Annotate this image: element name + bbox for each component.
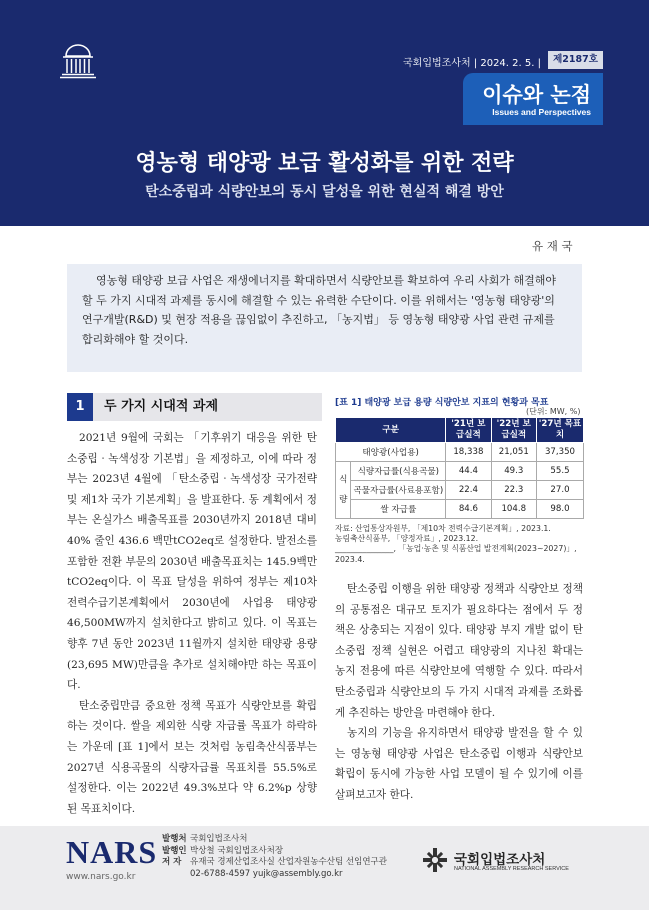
- publisher-date-line: 국회입법조사처 | 2024. 2. 5. |: [403, 58, 541, 69]
- header-banner: [0, 0, 649, 226]
- table-cell: 21,051: [491, 443, 536, 462]
- table-cell: 22.3: [491, 481, 536, 500]
- imprint: [162, 834, 387, 880]
- source-line: _______________, 「농업·농촌 및 식품산업 발전계획(2023~2027)」,: [335, 544, 577, 554]
- report-title: 영농형 태양광 보급 활성화를 위한 전략: [135, 151, 514, 176]
- source-line: 농림축산식품부, 「양정자료」, 2023.12.: [335, 534, 479, 544]
- org-name: 국회입법조사처: [454, 852, 546, 868]
- imprint-value: 02-6788-4597 yujk@assembly.go.kr: [190, 868, 343, 879]
- table-header-cell: '27년 목표치: [536, 418, 583, 443]
- national-assembly-building-icon: [60, 40, 96, 84]
- table-cell: 37,350: [536, 443, 583, 462]
- issue-number-badge: 제2187호: [548, 51, 603, 69]
- indicator-table: [335, 417, 584, 519]
- imprint-key: 저 자: [162, 857, 182, 867]
- body-paragraph: 농지의 기능을 유지하면서 태양광 발전을 할 수 있는 영농형 태양광 사업은 탄소중립 이행과 식량안보 확립이 동시에 가능한 사업 모델이 될 수 있기에 이를 살펴보고자 한다.: [335, 727, 583, 801]
- imprint-line: [162, 869, 387, 881]
- table-row: [336, 500, 584, 519]
- report-subtitle: 탄소중립과 식량안보의 동시 달성을 위한 현실적 해결 방안: [145, 184, 504, 200]
- table-header-row: [336, 418, 584, 443]
- table-header-cell: 구분: [336, 418, 446, 443]
- section-title: 두 가지 시대적 과제: [104, 399, 219, 414]
- table-unit: (단위: MW, %): [526, 407, 581, 416]
- imprint-value: 유재국 경제산업조사실 산업자원농수산팀 선임연구관: [190, 857, 387, 867]
- table-cell: 49.3: [491, 462, 536, 481]
- footer: [0, 826, 649, 910]
- imprint-line: [162, 846, 387, 858]
- table-row: [336, 481, 584, 500]
- nars-logo: NARS: [66, 834, 158, 870]
- imprint-value: 국회입법조사처: [190, 834, 248, 844]
- table-row: [336, 462, 584, 481]
- table-cell: 44.4: [446, 462, 491, 481]
- org-english-name: NATIONAL ASSEMBLY RESEARCH SERVICE: [454, 866, 569, 872]
- table-cell: 104.8: [491, 500, 536, 519]
- author-name: 유 재 국: [532, 239, 573, 253]
- nars-emblem-icon: [421, 846, 449, 874]
- table-header-cell: '21년 보급실적: [446, 418, 491, 443]
- row-label: 곡물자급률(사료용포함): [351, 481, 446, 500]
- body-paragraph: 탄소중립 이행을 위한 태양광 정책과 식량안보 정책의 공통점은 대규모 토지가 필요하다는 점에서 두 정책은 상충되는 지점이 있다. 태양광 부지 개발 없이 탄소중립 정책 실현은 어렵고 태양광의 지나친 확대는 농지 전용에 따른 식량안보에 역행할 수 있다. 따라서 탄소중립과 식량안보의 두 가지 시대적 과제를 조화롭게 추진하는 방안을 마련해야 한다.: [335, 583, 583, 719]
- table-cell: 84.6: [446, 500, 491, 519]
- table-caption: [표 1] 태양광 보급 용량 식량안보 지표의 현황과 목표: [335, 398, 549, 408]
- source-line: 2023.4.: [335, 554, 365, 564]
- body-paragraph: 2021년 9월에 국회는 「기후위기 대응을 위한 탄소중립‧녹색성장 기본법」을 제정하고, 이에 따라 정부는 2023년 4월에 「탄소중립‧녹색성장 국가전략 및 제1차 국가 기본계획」을 발표한다. 동 계획에서 정부는 온실가스 배출목표를 2030년까지 2018년 대비 40% 줄인 436.6 백만tCO2eq로 설정한다. 발전소를 포함한 전환 부문의 2030년 배출목표치는 145.9백만tCO2eq이다. 이 목표 달성을 위하여 정부는 제10차 전력수급기본계획에서 2030년에 사업용 태양광 46,500MW까지 설치한다고 밝히고 있다. 이 목표는 향후 7년 동안 2023년 11월까지 설치한 태양광 용량(23,695 MW)만큼을 추가로 설치해야만 하는 목표이다.: [67, 432, 317, 692]
- imprint-line: [162, 857, 387, 869]
- table-cell: 22.4: [446, 481, 491, 500]
- series-title: 이슈와 논점: [482, 83, 591, 107]
- row-label: 쌀 자급률: [351, 500, 446, 519]
- summary-box: 영농형 태양광 보급 사업은 재생에너지를 확대하면서 식량안보를 확보하여 우리 사회가 해결해야 할 두 가지 시대적 과제를 동시에 해결할 수 있는 유력한 수단이다. 이를 위해서는 '영농형 태양광'의 연구개발(R&D) 및 현장 적용을 끊임없이 추진하고, 「농지법」 등 영농형 태양광 사업 관련 규제를 합리화해야 할 것이다.: [67, 264, 582, 372]
- left-column-body: [67, 428, 317, 819]
- table-sources: [335, 524, 595, 565]
- website-link[interactable]: www.nars.go.kr: [66, 872, 136, 882]
- row-label: 식량자급률(식용곡물): [351, 462, 446, 481]
- imprint-value: 박상철 국회입법조사처장: [190, 845, 284, 856]
- section-heading: [67, 393, 322, 421]
- source-line: 자료: 산업통상자원부, 「제10차 전력수급기본계획」, 2023.1.: [335, 524, 551, 533]
- imprint-line: [162, 834, 387, 846]
- series-subtitle: Issues and Perspectives: [492, 107, 591, 117]
- table-cell: 18,338: [446, 443, 491, 462]
- section-number: 1: [67, 393, 93, 421]
- table-header-cell: '22년 보급실적: [491, 418, 536, 443]
- imprint-key: 발행처: [162, 834, 187, 844]
- body-paragraph: 탄소중립만큼 중요한 정책 목표가 식량안보를 확립하는 것이다. 쌀을 제외한 식량 자급률 목표가 하락하는 가운데 [표 1]에서 보는 것처럼 농림축산식품부는 2027년 식용곡물의 식량자급률 목표치를 55.5%로 설정한다. 이는 2022년 49.3%보다 약 6.2%p 상향된 목표치이다.: [67, 699, 317, 815]
- row-group-label: 식량: [336, 462, 351, 519]
- row-label: 태양광(사업용): [336, 443, 446, 462]
- table-cell: 98.0: [536, 500, 583, 519]
- series-tab: [463, 73, 603, 125]
- right-column-body: [335, 579, 583, 806]
- imprint-key: 발행인: [162, 845, 187, 856]
- table-cell: 55.5: [536, 462, 583, 481]
- table-cell: 27.0: [536, 481, 583, 500]
- table-row: [336, 443, 584, 462]
